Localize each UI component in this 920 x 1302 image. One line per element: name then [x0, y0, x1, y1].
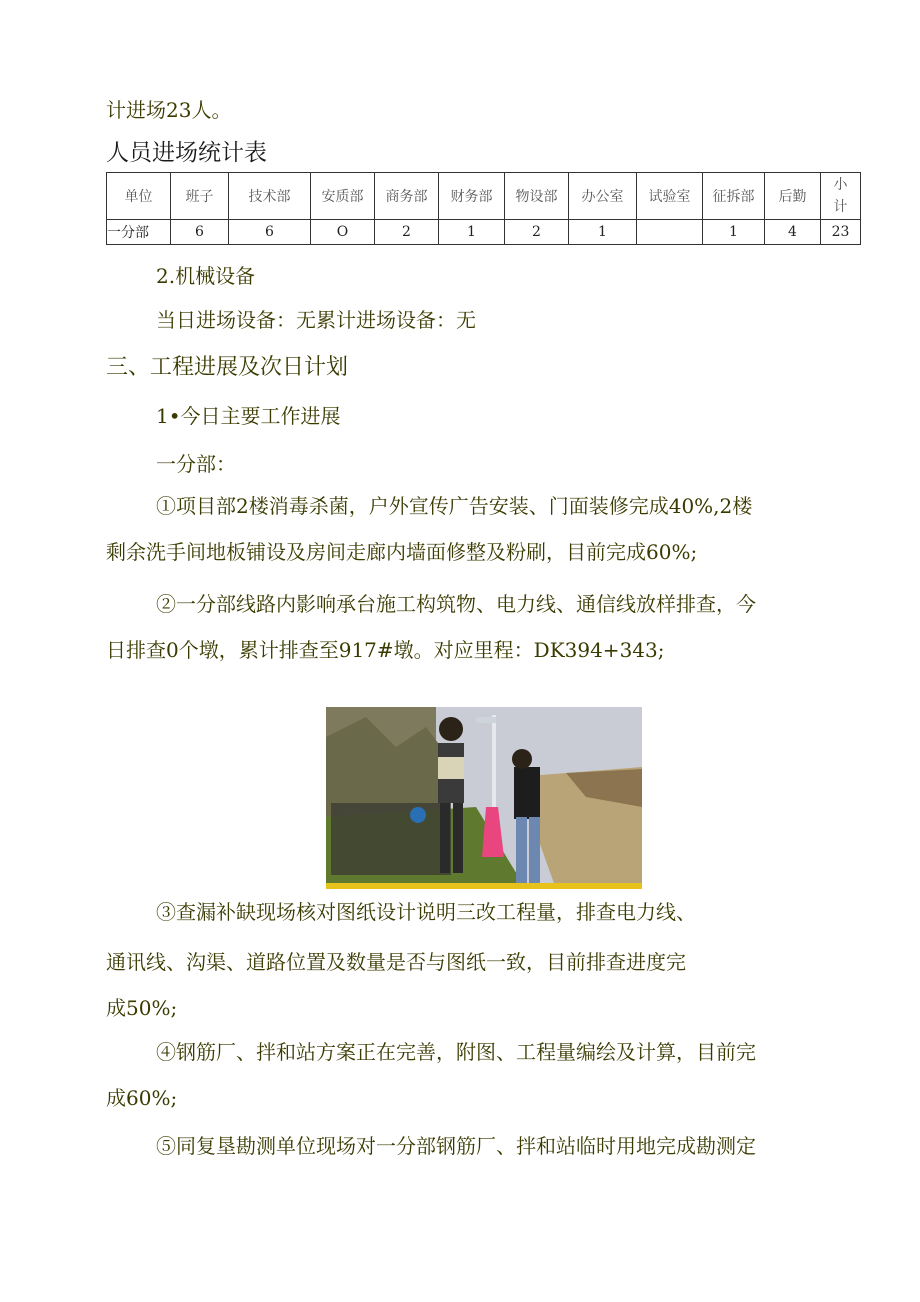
table-header-row — [107, 173, 861, 220]
table-title: 人员进场统计表 — [106, 140, 267, 166]
site-survey-photo — [326, 707, 642, 889]
header-cell: 单位 — [107, 173, 171, 220]
item2-line2: 日排查0个墩，累计排查至917#墩。对应里程：DK394+343; — [106, 638, 665, 662]
header-cell: 小计 — [821, 173, 861, 220]
item3-line1: ③查漏补缺现场核对图纸设计说明三改工程量，排查电力线、 — [156, 900, 696, 924]
header-cell: 试验室 — [637, 173, 703, 220]
item3-line3: 成50%; — [106, 996, 178, 1020]
site-photo-illustration — [326, 707, 642, 889]
header-cell: 安质部 — [311, 173, 375, 220]
table-cell: 1 — [439, 220, 505, 245]
header-cell: 班子 — [171, 173, 229, 220]
division-label: 一分部： — [156, 452, 236, 476]
item1-line1: ①项目部2楼消毒杀菌，户外宣传广告安装、门面装修完成40%,2楼 — [156, 494, 753, 518]
item4-line1: ④钢筋厂、拌和站方案正在完善，附图、工程量编绘及计算，目前完 — [156, 1040, 756, 1064]
item5-line1: ⑤同复垦勘测单位现场对一分部钢筋厂、拌和站临时用地完成勘测定 — [156, 1134, 756, 1158]
header-cell: 财务部 — [439, 173, 505, 220]
machinery-heading: 2.机械设备 — [156, 264, 256, 288]
header-cell: 办公室 — [569, 173, 637, 220]
table-cell: 4 — [765, 220, 821, 245]
table-cell — [637, 220, 703, 245]
item3-line2: 通讯线、沟渠、道路位置及数量是否与图纸一致，目前排查进度完 — [106, 950, 686, 974]
table-cell: 2 — [505, 220, 569, 245]
personnel-table — [106, 172, 861, 245]
item2-line1: ②一分部线路内影响承台施工构筑物、电力线、通信线放样排查，今 — [156, 592, 756, 616]
table-cell: 1 — [703, 220, 765, 245]
table-cell: 1 — [569, 220, 637, 245]
header-cell: 征拆部 — [703, 173, 765, 220]
header-cell: 技术部 — [229, 173, 311, 220]
table-cell: 23 — [821, 220, 861, 245]
item1-line2: 剩余洗手间地板铺设及房间走廊内墙面修整及粉刷，目前完成60%; — [106, 540, 698, 564]
section3-heading: 三、工程进展及次日计划 — [106, 355, 349, 380]
table-cell: 6 — [229, 220, 311, 245]
table-row — [107, 220, 861, 245]
table-cell: O — [311, 220, 375, 245]
machinery-text: 当日进场设备：无累计进场设备：无 — [156, 308, 476, 332]
table-cell: 2 — [375, 220, 439, 245]
header-cell: 物设部 — [505, 173, 569, 220]
today-progress-heading: 1•今日主要工作进展 — [156, 404, 341, 428]
table-cell: 6 — [171, 220, 229, 245]
intro-line: 计进场23人。 — [106, 98, 232, 122]
header-cell: 后勤 — [765, 173, 821, 220]
table-cell: 一分部 — [107, 220, 171, 245]
header-cell: 商务部 — [375, 173, 439, 220]
item4-line2: 成60%; — [106, 1086, 178, 1110]
